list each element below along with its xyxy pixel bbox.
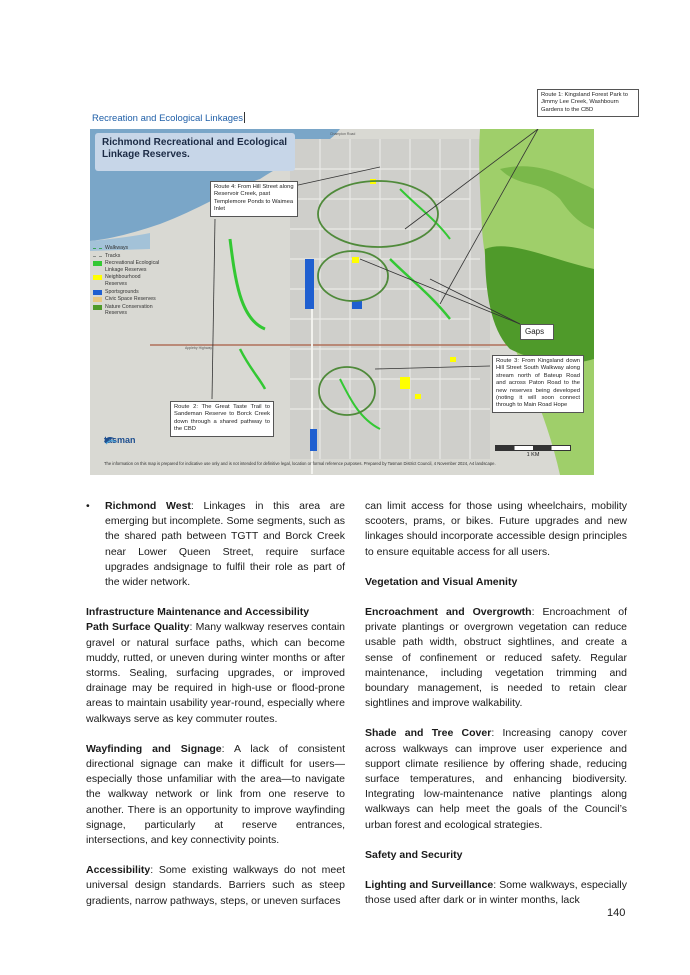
map-figure bbox=[90, 129, 594, 475]
section-heading: Vegetation and Visual Amenity bbox=[365, 575, 518, 588]
list-item: • Richmond West: Linkages in this area are emerging but incomplete. Some segments, such as the shared path between TGTT and Borck Creek near Lower Queen Street, require surface upgrades andsignage to fulfil their role as part of the wider network. bbox=[86, 500, 345, 589]
map-disclaimer: The information on this map is prepared for indicative use only and is not intended for definitive legal, location or formal reference purposes. Prepared by Tasman District Council, 4 November 2024, A4 landscape. bbox=[104, 461, 496, 466]
map-graphic bbox=[90, 129, 594, 475]
tasman-logo: tasman bbox=[104, 435, 136, 445]
callout-route-4: Route 4: From Hill Street along Reservoir Creek, past Templemore Ponds to Waimea Inlet bbox=[210, 181, 298, 217]
legend-item: Tracks bbox=[93, 253, 161, 260]
legend-item: Neighbourhood Reserves bbox=[93, 274, 161, 287]
page-number: 140 bbox=[607, 907, 626, 919]
bullet-icon: • bbox=[86, 500, 90, 512]
right-column: can limit access for those using wheelchairs, mobility scooters, prams, or bikes. Future upgrades and new linkages should incorporate accessible design principles to ensure equitable access for all users. Vegetation and Visual Amenity Encroachment and Overgrowth: Encroachment of private plantings or overgrown vegetation can reduce usable path width, obstruct sightlines, and create a sense of confinement or reduced safety. Regular maintenance, including vegetation trimming and boundary management, is needed to retain clear sightlines and improve walkability. Shade and Tree Cover: Increasing canopy cover across walkways can improve user experience and support climate resilience by offering shade, reducing surface temperatures, and enhancing biodiversity. Integrating low-maintenance native plantings along walkways can help meet the goals of the Council’s urban forest and ecological strategies. Safety and Security Lighting and Surveillance: Some walkways, especially those used after dark or in winter months, lack bbox=[365, 500, 627, 907]
tasman-wave-icon bbox=[104, 435, 116, 445]
callout-route-2: Route 2: The Great Taste Trail to Sandeman Reserve to Borck Creek down through a shared pathway to the CBD bbox=[170, 401, 274, 437]
svg-text:Appleby Highway: Appleby Highway bbox=[185, 346, 213, 350]
left-column: • Richmond West: Linkages in this area are emerging but incomplete. Some segments, such as the shared path between TGTT and Borck Creek near Lower Queen Street, require surface upgrades andsignage to fulfil their role as part of the wider network. Infrastructure Maintenance and Accessibility Path Surface Quality: Many walkway reserves contain gravel or natural surface paths, which can become muddy, rutted, or uneven during winter months or after storms. Sealing, surfacing upgrades, or improved drainage may be required in high-use or flood-prone areas to maintain usability year-round, especially where walkways serve as key commuter routes. Wayfinding and Signage: A lack of consistent directional signage can make it difficult for users—especially those unfamiliar with the area—to navigate the walkway network or link from one reserve to another. There is an opportunity to improve wayfinding signage, particularly at reserve entrances, intersections, and key connectivity points. Accessibility: Some existing walkways do not meet universal design standards. Barriers such as steep gradients, narrow pathways, steps, or uneven surfaces bbox=[86, 500, 346, 907]
legend-item: Nature Conservation Reserves bbox=[93, 304, 161, 317]
section-heading: Safety and Security bbox=[365, 848, 463, 861]
legend-item: Civic Space Reserves bbox=[93, 296, 161, 303]
svg-text:Champion Road: Champion Road bbox=[330, 132, 356, 136]
callout-gaps: Gaps bbox=[520, 324, 554, 340]
callout-route-3: Route 3: From Kingsland down Hill Street South Walkway along stream north of Bateup Road and across Paton Road to the new reserves being developed (noting it will soon connect through to Main Road Hope bbox=[492, 355, 584, 413]
legend-item: Recreational Ecological Linkage Reserves bbox=[93, 260, 161, 273]
legend-item: Walkways bbox=[93, 245, 161, 252]
scale-bar: 1 KM bbox=[495, 445, 571, 458]
map-legend bbox=[93, 245, 161, 318]
callout-route-1: Route 1: Kingsland Forest Park to Jimmy Lee Creek, Washbourn Gardens to the CBD bbox=[537, 89, 639, 117]
map-heading: Recreation and Ecological Linkages bbox=[92, 113, 244, 124]
section-heading: Infrastructure Maintenance and Accessibility bbox=[86, 606, 310, 619]
map-title: Richmond Recreational and Ecological Linkage Reserves. bbox=[95, 133, 295, 171]
legend-item: Sportsgrounds bbox=[93, 289, 161, 296]
